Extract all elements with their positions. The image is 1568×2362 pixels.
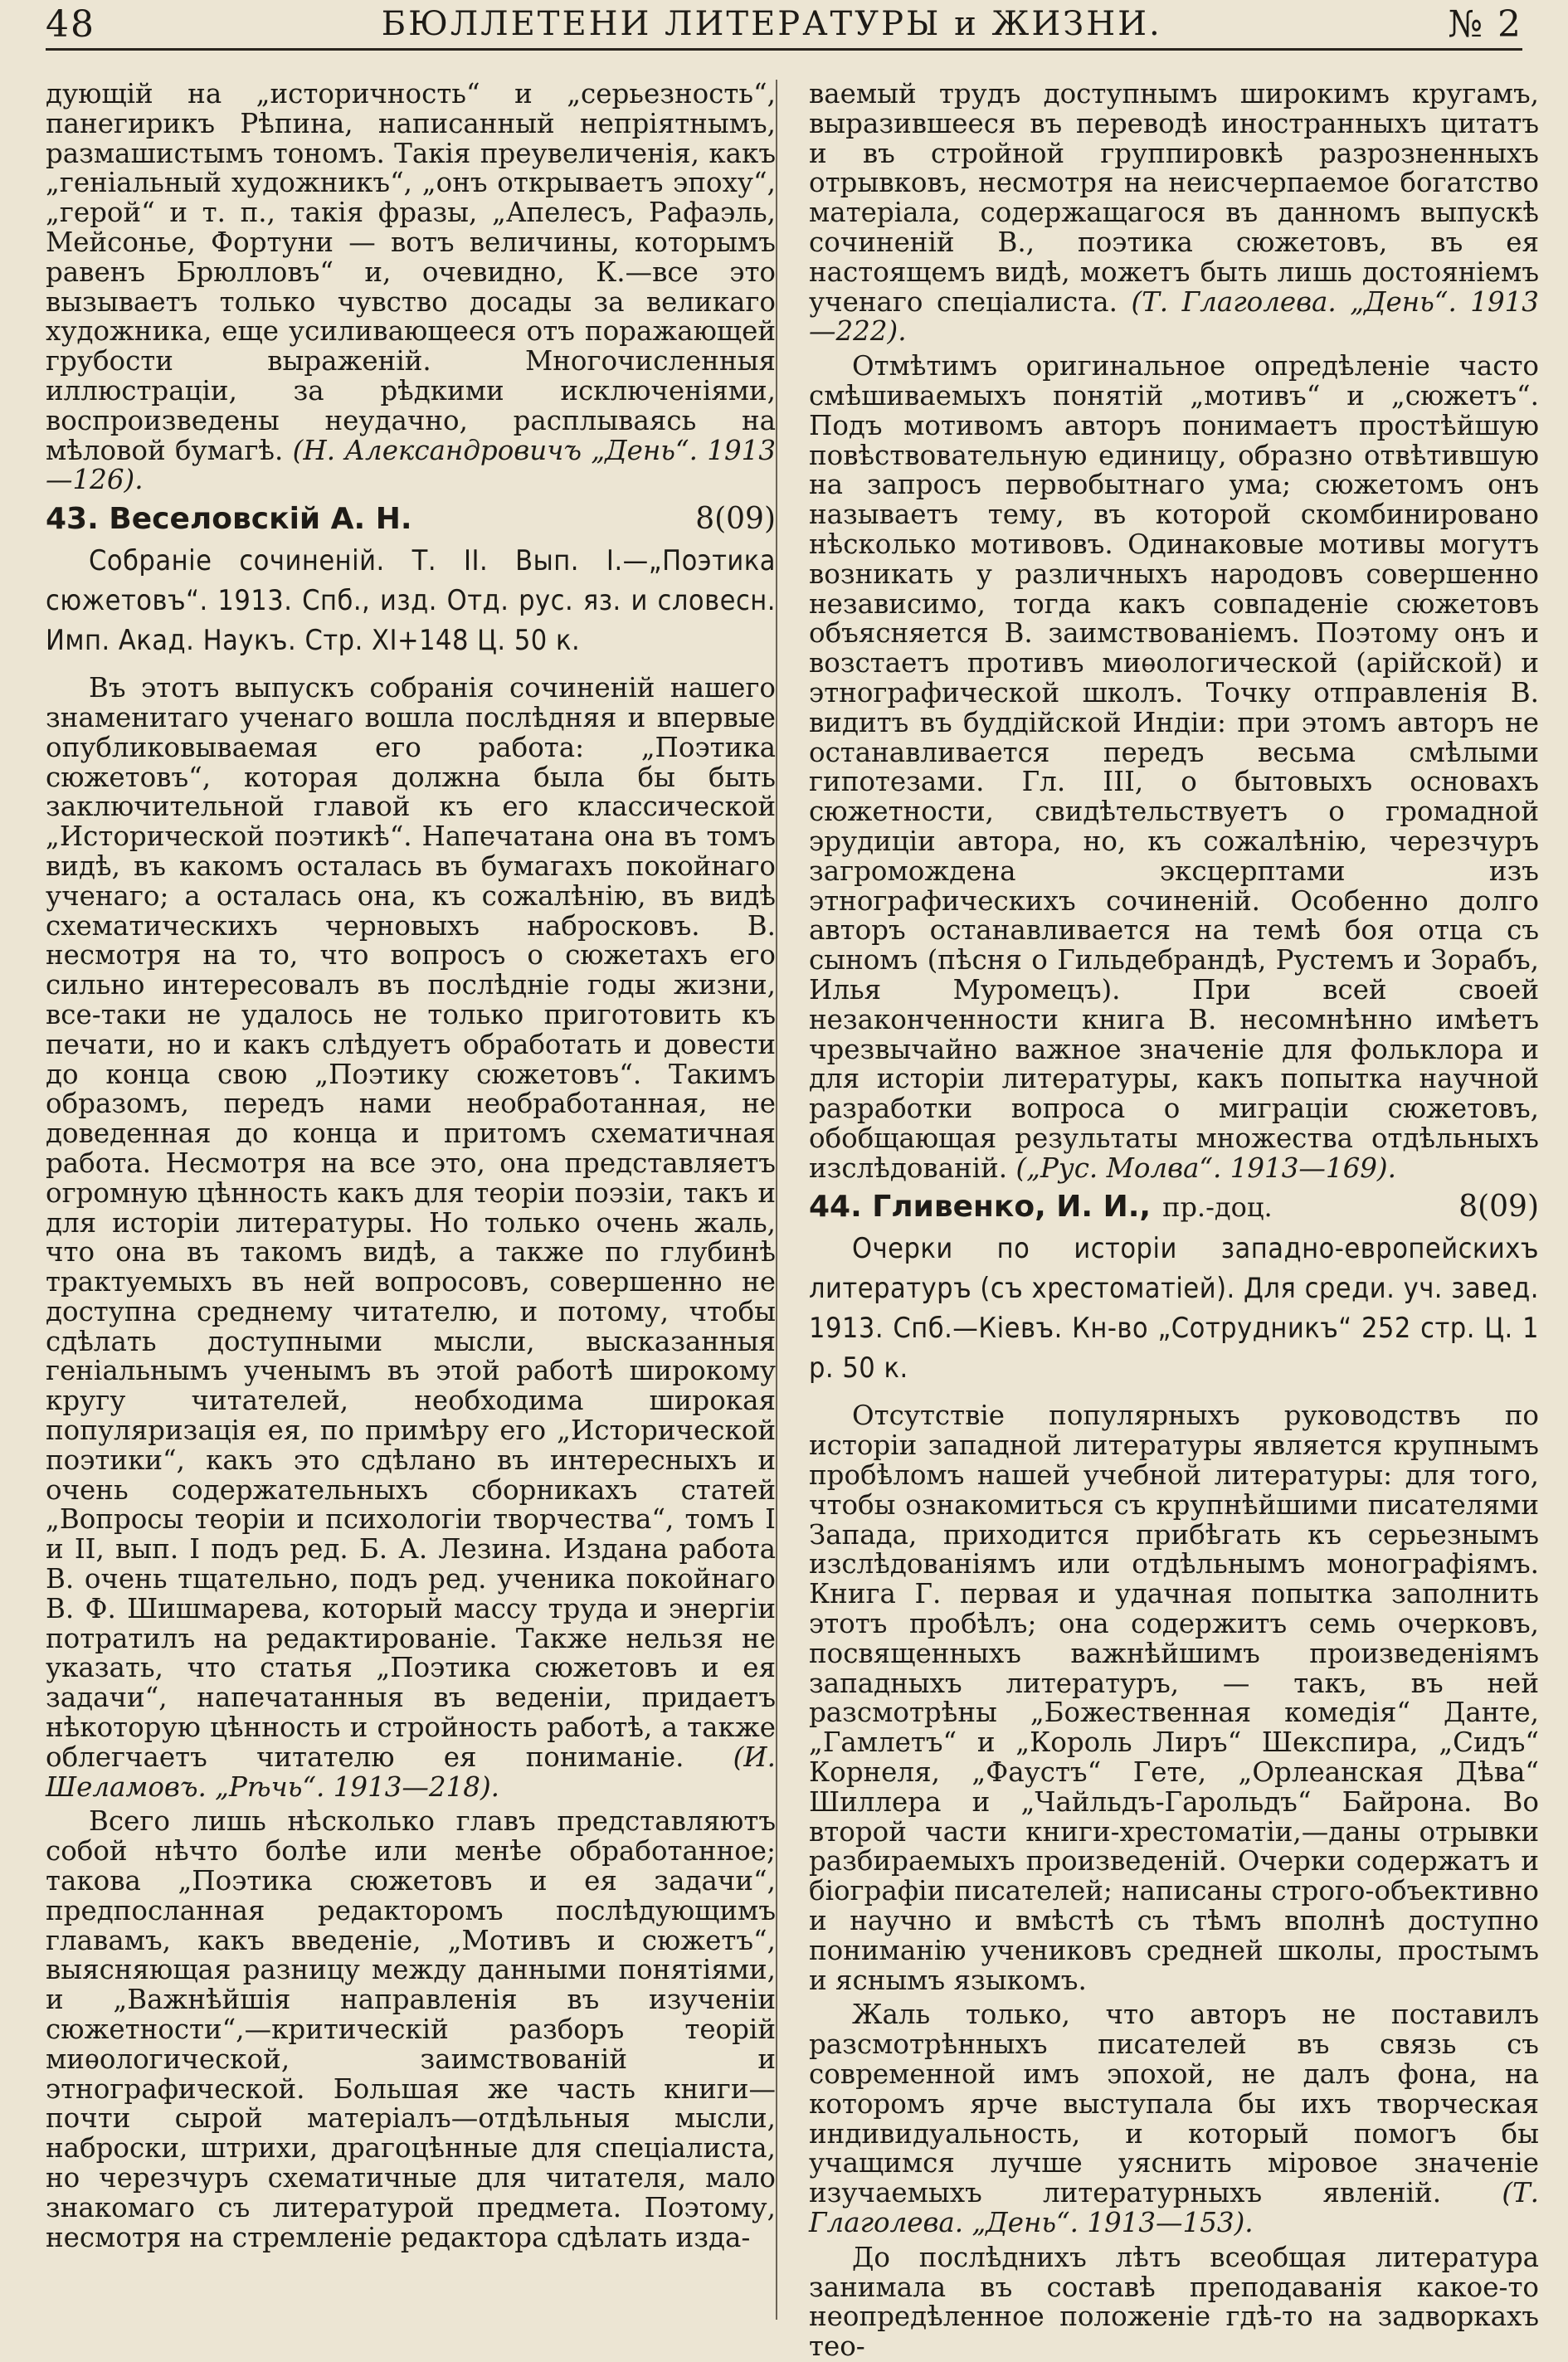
entry-44-rank: пр.-доц. (1162, 1191, 1273, 1224)
entry-43-classification: 8(09) (695, 502, 776, 537)
page-number: 48 (46, 2, 95, 46)
review-source: (Т. Глаголева. „День“. 1913—222). (809, 285, 1539, 348)
review-source: (И. Шеламовъ. „Рѣчь“. 1913—218). (46, 1741, 776, 1803)
review-text: Отмѣтимъ оригинальное опредѣленіе часто смѣшиваемыхъ понятій „мотивъ“ и „сюжетъ“. Подъ мотивомъ авторъ понимаетъ простѣйшую повѣствовательную единицу, образно отвѣтившую на запросъ первобытнаго ума; сюжетомъ онъ называетъ тему, въ которой скомбинировано нѣсколько мотивовъ. Одинаковые мотивы могутъ возникать у различныхъ народовъ совершенно независимо, тогда какъ совпаденіе сюжетовъ объясняется В. заимствованіемъ. Поэтому онъ и возстаетъ противъ миѳологической (арійской) и этнографической школъ. Точку отправленія В. видитъ въ буддійской Индіи: при этомъ авторъ не останавливается передъ весьма смѣлыми гипотезами. Гл. III, о бытовыхъ основахъ сюжетности, свидѣтельствуетъ о громадной эрудиціи автора, но, къ сожалѣнію, черезчуръ загромождена эксцерптами изъ этнографическихъ сочиненій. Особенно долго авторъ останавливается на темѣ боя отца съ сыномъ (пѣсня о Гильдебрандѣ, Рустемъ и Зорабъ, Илья Муромецъ). При всей своей незаконченности книга В. несомнѣнно имѣетъ чрезвычайно важное значеніе для фольклора и для исторіи литературы, какъ попытка научной разработки вопроса о миграціи сюжетовъ, обобщающая результаты множества отдѣльныхъ изслѣдованій. (809, 350, 1539, 1184)
entry-43-author: 43. Веселовскій А. Н. (46, 502, 412, 537)
right-column (809, 78, 1539, 2362)
entry-44-review-2 (809, 2000, 1539, 2238)
entry-43-review-3 (809, 352, 1539, 1183)
entry-44-classification: 8(09) (1458, 1190, 1539, 1225)
review-text: Жаль только, что авторъ не поставилъ разсмотрѣнныхъ писателей въ связь съ современной имъ эпохой, не далъ фона, на которомъ ярче выступала бы ихъ творческая индивидуальность, и который помогъ бы учащимся лучше уяснить міровое значеніе изучаемыхъ литературныхъ явленій. (809, 1999, 1539, 2209)
entry-44-review-3: До послѣднихъ лѣтъ всеобщая литература занимала въ составѣ преподаванія какое-то неопредѣленное положеніе гдѣ-то на задворкахъ тео- (809, 2241, 1539, 2362)
continued-review (46, 80, 776, 495)
entry-44-author-name: 44. Гливенко, И. И., (809, 1190, 1152, 1225)
review-source: (Т. Глаголева. „День“. 1913—153). (809, 2177, 1539, 2238)
issue-number: № 2 (1448, 2, 1522, 46)
review-source: („Рус. Молва“. 1913—169). (1015, 1152, 1396, 1184)
entry-43-heading (46, 502, 776, 536)
entry-43-bibliography: Собраніе сочиненій. Т. II. Вып. I.—„Поэтика сюжетовъ“. 1913. Спб., изд. Отд. рус. яз. и словесн. Имп. Акад. Наукъ. Стр. XI+148 Ц. 50 к. (46, 544, 776, 658)
entry-43-review-2: Всего лишь нѣсколько главъ представляютъ собой нѣчто болѣе или менѣе обработанное; такова „Поэтика сюжетовъ и ея задачи“, предпосланная редакторомъ послѣдующимъ главамъ, какъ введеніе, „Мотивъ и сюжетъ“, выясняющая разницу между данными понятіями, и „Важнѣйшія направленія въ изученіи сюжетности“,—критическій разборъ теорій миѳологической, заимствованій и этнографической. Большая же часть книги—почти сырой матеріалъ—отдѣльныя мысли, наброски, штрихи, драгоцѣнные для спеціалиста, но черезчуръ схематичные для читателя, мало знакомаго съ литературой предмета. Поэтому, несмотря на стремленіе редактора сдѣлать изда- (46, 1805, 776, 2253)
entry-44-bibliography: Очерки по исторіи западно-европейскихъ литературъ (съ хрестоматіей). Для среди. уч. завед. 1913. Спб.—Кіевъ. Кн-во „Сотрудникъ“ 252 стр. Ц. 1 р. 50 к. (809, 1232, 1539, 1386)
left-column (46, 80, 776, 2332)
entry-44-heading (809, 1190, 1539, 1224)
entry-43-review-1 (46, 674, 776, 1802)
continued-review-text: дующій на „историчность“ и „серьезность“, панегирикъ Рѣпина, написанный непріятнымъ, размашистымъ тономъ. Такія преувеличенія, какъ „геніальный художникъ“, „онъ открываетъ эпоху“, „герой“ и т. п., такія фразы, „Апелесъ, Рафаэль, Мейсонье, Фортуни — вотъ величины, которымъ равенъ Брюлловъ“ и, очевидно, К.—все это вызываетъ только чувство досады за великаго художника, еще усиливающееся отъ поражающей грубости выраженій. Многочисленныя иллюстраціи, за рѣдкими исключеніями, воспроизведены неудачно, расплываясь на мѣловой бумагѣ. (46, 78, 776, 466)
continued-review-text: ваемый трудъ доступнымъ широкимъ кругамъ, выразившееся въ переводѣ иностранныхъ цитатъ и въ стройной группировкѣ разрозненныхъ отрывковъ, несмотря на неисчерпаемое богатство матеріала, содержащагося въ данномъ выпускѣ сочиненій В., поэтика сюжетовъ, въ ея настоящемъ видѣ, можетъ быть лишь достояніемъ ученаго спеціалиста. (809, 78, 1539, 318)
entry-44-review-1: Отсутствіе популярныхъ руководствъ по исторіи западной литературы является крупнымъ пробѣломъ нашей учебной литературы: для того, чтобы ознакомиться съ крупнѣйшими писателями Запада, приходится прибѣгать къ серьезнымъ изслѣдованіямъ или отдѣльнымъ монографіямъ. Книга Г. первая и удачная попытка заполнить этотъ пробѣлъ; она содержитъ семь очерковъ, посвященныхъ важнѣйшимъ произведеніямъ западныхъ литературъ, — такъ, въ ней разсмотрѣны „Божественная комедія“ Данте, „Гамлетъ“ и „Король Лиръ“ Шекспира, „Сидъ“ Корнеля, „Фаустъ“ Гете, „Орлеанская Дѣва“ Шиллера и „Чайльдъ-Гарольдъ“ Байрона. Во второй части книги-хрестоматіи,—даны отрывки разбираемыхъ произведеній. Очерки содержатъ и біографіи писателей; написаны строго-объективно и научно и вмѣстѣ съ тѣмъ вполнѣ доступно пониманію учениковъ средней школы, простымъ и яснымъ языкомъ. (809, 1400, 1539, 1996)
column-divider (776, 80, 777, 2320)
running-title: БЮЛЛЕТЕНИ ЛИТЕРАТУРЫ и ЖИЗНИ. (381, 5, 1162, 43)
page-header (46, 0, 1522, 51)
entry-44-author (809, 1190, 1458, 1224)
review-text: Въ этотъ выпускъ собранія сочиненій нашего знаменитаго ученаго вошла послѣдняя и впервые опубликовываемая его работа: „Поэтика сюжетовъ“, которая должна была бы быть заключительной главой къ его классической „Исторической поэтикѣ“. Напечатана она въ томъ видѣ, въ какомъ осталась въ бумагахъ покойнаго ученаго; а осталась она, къ сожалѣнію, въ видѣ схематическихъ черновыхъ набросковъ. В. несмотря на то, что вопросъ о сюжетахъ его сильно интересовалъ въ послѣдніе годы жизни, все-таки не удалось не только приготовить къ печати, но и какъ слѣдуетъ обработать и довести до конца свою „Поэтику сюжетовъ“. Такимъ образомъ, передъ нами необработанная, не доведенная до конца и притомъ схематичная работа. Несмотря на все это, она представляетъ огромную цѣнность какъ для теоріи поэзіи, такъ и для исторіи литературы. Но только очень жаль, что она въ такомъ видѣ, а также по глубинѣ трактуемыхъ въ ней вопросовъ, совершенно не доступна среднему читателю, и потому, чтобы сдѣлать доступными мысли, высказанныя геніальнымъ ученымъ въ этой работѣ широкому кругу читателей, необходима широкая популяризація ея, по примѣру его „Исторической поэтики“, какъ это сдѣлано въ интересныхъ и очень содержательныхъ сборникахъ статей „Вопросы теоріи и психологіи творчества“, томъ I и II, вып. I подъ ред. Б. А. Лезина. Издана работа В. очень тщательно, подъ ред. ученика покойнаго В. Ф. Шишмарева, который массу труда и энергіи потратилъ на редактированіе. Также нельзя не указать, что статья „Поэтика сюжетовъ и ея задачи“, напечатанныя въ веденіи, придаетъ нѣкоторую цѣнность и стройность работѣ, а также облегчаетъ читателю ея пониманіе. (46, 672, 776, 1773)
review-source: (Н. Александровичъ „День“. 1913—126). (46, 434, 776, 496)
continued-review (809, 80, 1539, 347)
